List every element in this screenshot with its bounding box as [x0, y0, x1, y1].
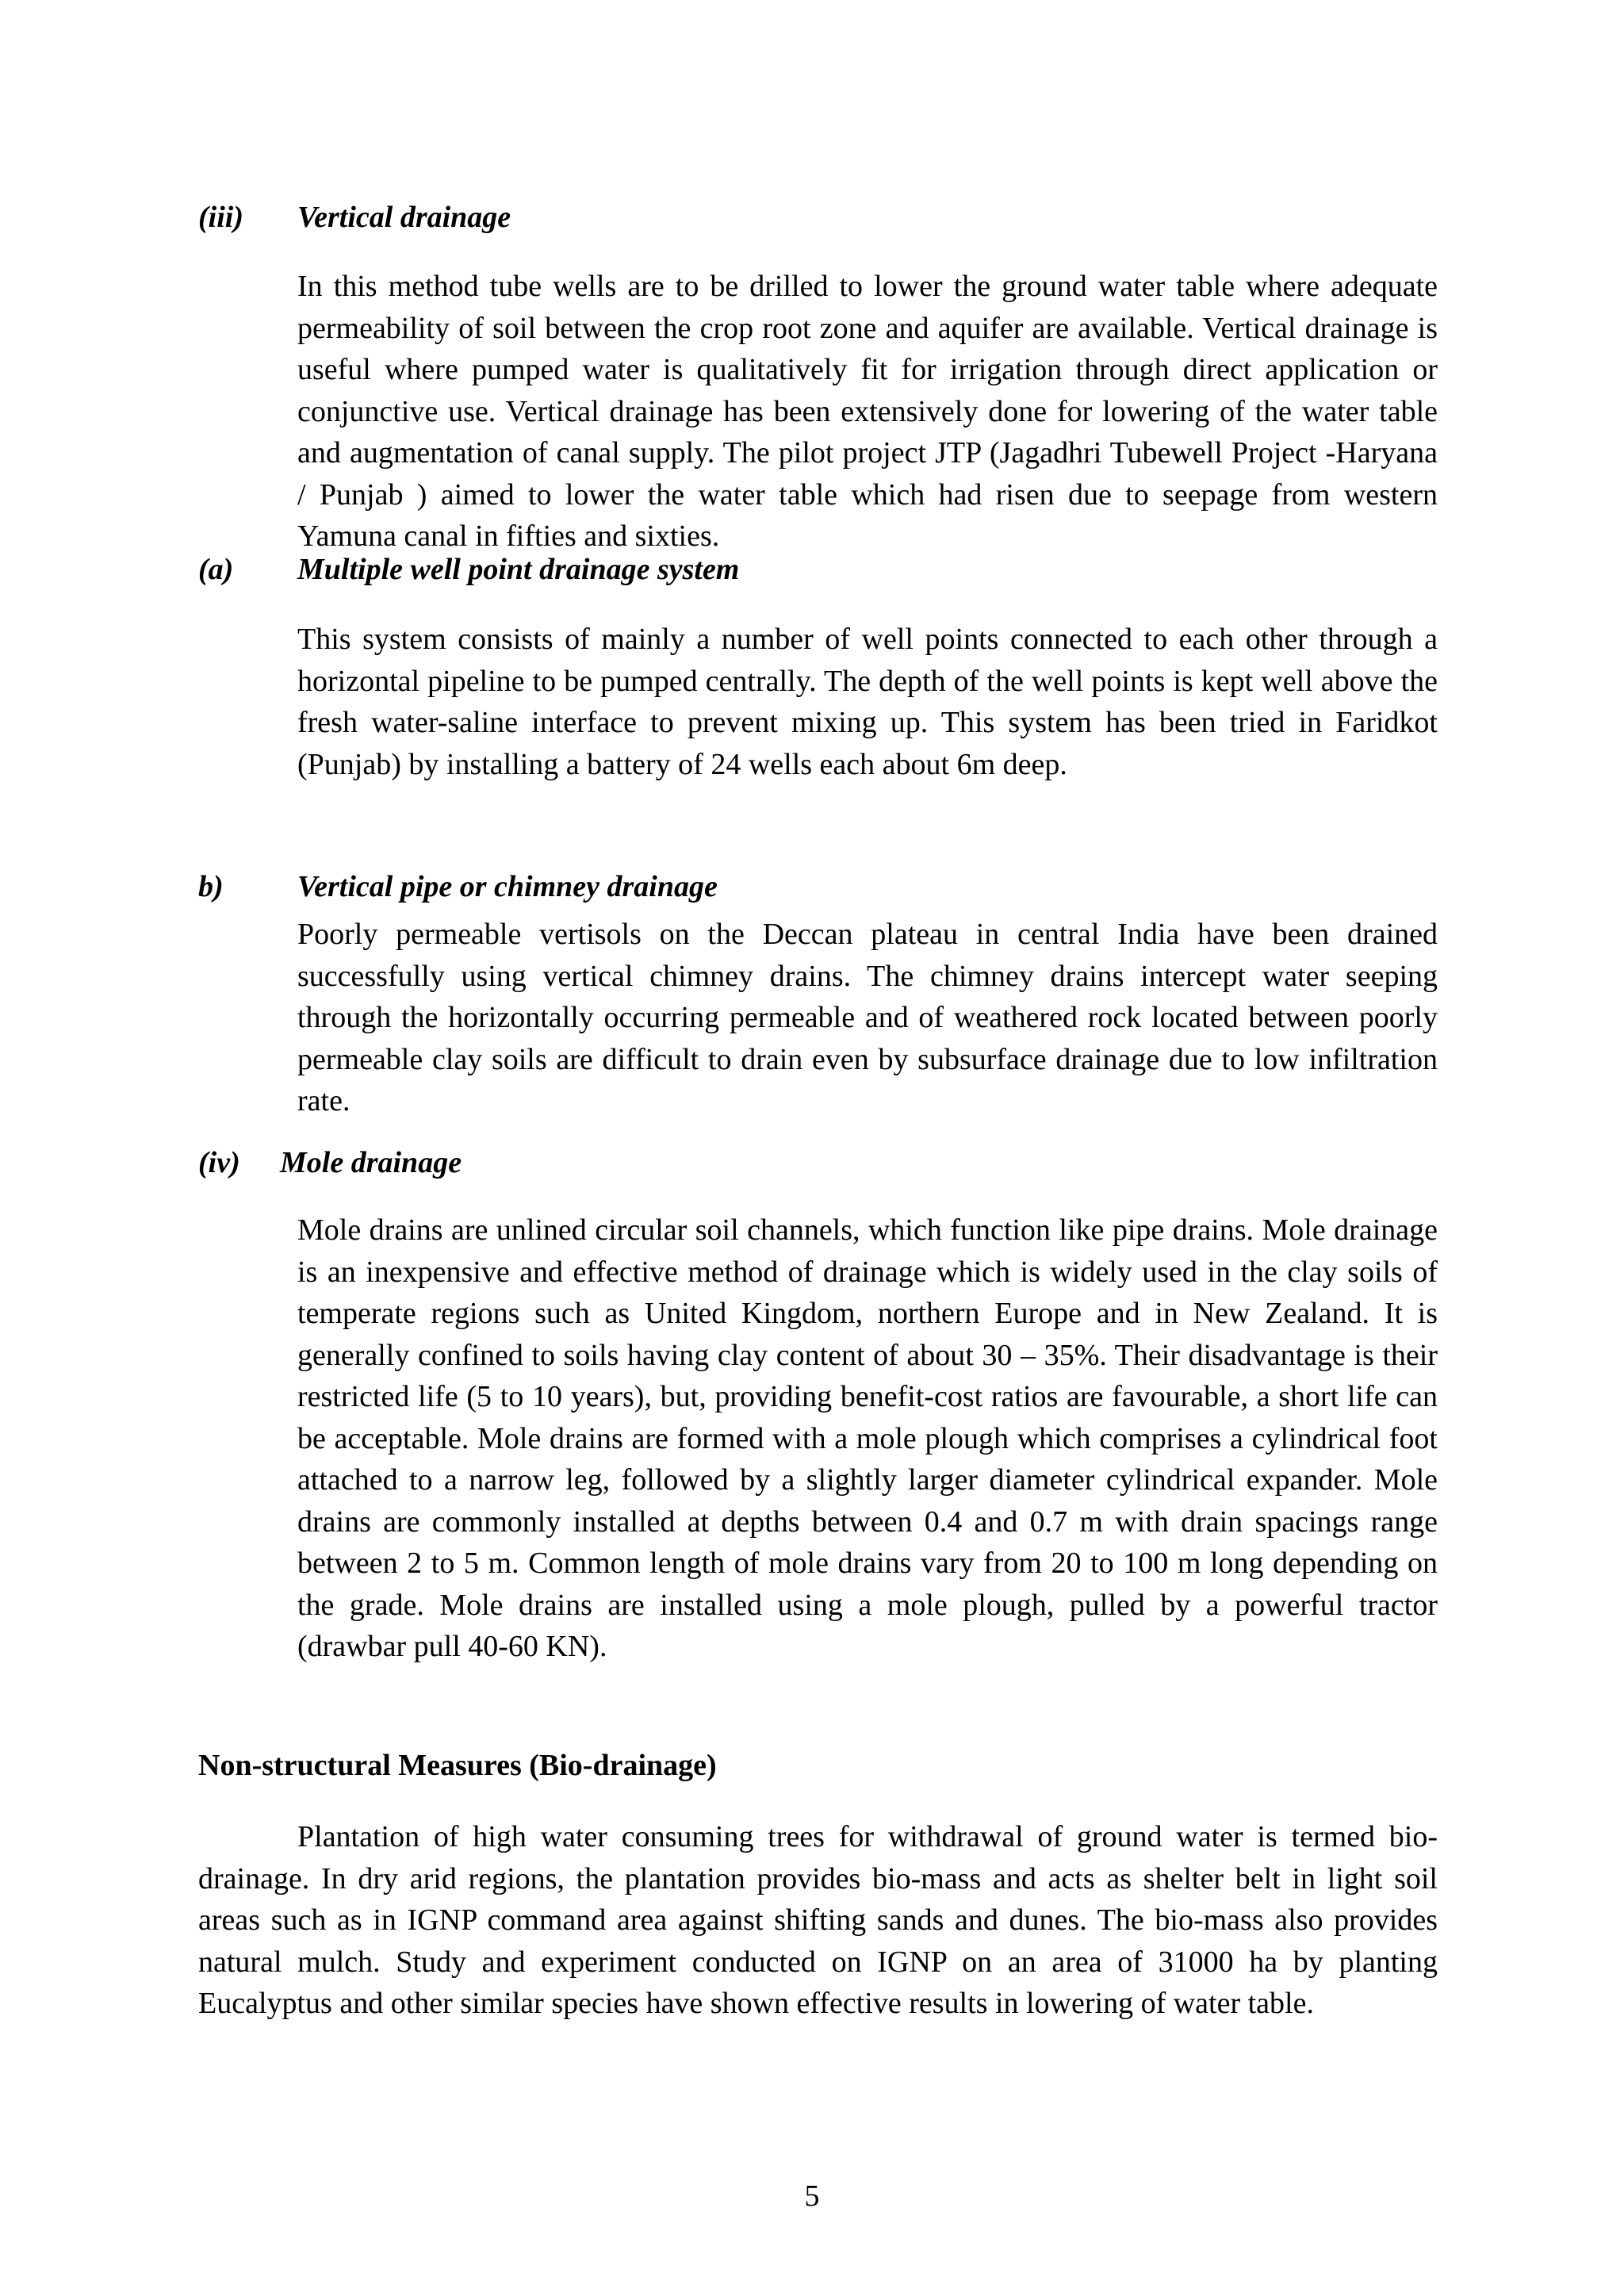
paragraph-chimney-drainage: Poorly permeable vertisols on the Deccan plateau in central India have been drained successfully using vertical chimney drains. The chimney drains intercept water seeping through the horizontally occurring permeable and of weathered rock located between poorly permeable clay soils are difficult to drain even by subsurface drainage due to low infiltration rate. — [297, 918, 1438, 1117]
page-number: 5 — [804, 2179, 820, 2213]
section-heading-bio-drainage: Non-structural Measures (Bio-drainage) — [198, 1749, 717, 1782]
section-heading-multiple-well-point — [198, 550, 912, 588]
section-title: Vertical pipe or chimney drainage — [297, 870, 718, 903]
paragraph-vertical-drainage: In this method tube wells are to be drilled to lower the ground water table where adequate permeability of soil between the crop root zone and aquifer are available. Vertical drainage is useful where pumped water is qualitatively fit for irrigation through direct application or conjunctive use. Vertical drainage has been extensively done for lowering of the water table and augmentation of canal supply. The pilot project JTP (Jagadhri Tubewell Project -Haryana / Punjab ) aimed to lower the water table which had risen due to seepage from western Yamuna canal in fifties and sixties. — [297, 270, 1438, 553]
section-heading-mole-drainage — [198, 1144, 912, 1182]
section-title: Multiple well point drainage system — [297, 553, 740, 586]
paragraph-mole-drainage: Mole drains are unlined circular soil channels, which function like pipe drains. Mole drainage is an inexpensive and effective method of drainage which is widely used in the clay soils of temperate regions such as United Kingdom, northern Europe and in New Zealand. It is generally confined to soils having clay content of about 30 – 35%. Their disadvantage is their restricted life (5 to 10 years), but, providing benefit-cost ratios are favourable, a short life can be acceptable. Mole drains are formed with a mole plough which comprises a cylindrical foot attached to a narrow leg, followed by a slightly larger diameter cylindrical expander. Mole drains are commonly installed at depths between 0.4 and 0.7 m with drain spacings range between 2 to 5 m. Common length of mole drains vary from 20 to 100 m long depending on the grade. Mole drains are installed using a mole plough, pulled by a powerful tractor (drawbar pull 40-60 KN). — [297, 1213, 1438, 1663]
section-heading-vertical-drainage — [198, 198, 912, 236]
section-label: (a) — [198, 553, 234, 586]
section-label: (iv) — [198, 1146, 240, 1179]
paragraph-bio-drainage: Plantation of high water consuming trees for withdrawal of ground water is termed bio-drainage. In dry arid regions, the plantation provides bio-mass and acts as shelter belt in light soil areas such as in IGNP command area against shifting sands and dunes. The bio-mass also provides natural mulch. Study and experiment conducted on IGNP on an area of 31000 ha by planting Eucalyptus and other similar species have shown effective results in lowering of water table. — [198, 1820, 1438, 2020]
paragraph-multiple-well-point: This system consists of mainly a number of well points connected to each other through a horizontal pipeline to be pumped centrally. The depth of the well points is kept well above the fresh water-saline interface to prevent mixing up. This system has been tried in Faridkot (Punjab) by installing a battery of 24 wells each about 6m deep. — [297, 623, 1438, 781]
section-label: b) — [198, 870, 224, 903]
section-title: Vertical drainage — [297, 201, 511, 234]
section-label: (iii) — [198, 201, 243, 234]
section-title: Mole drainage — [280, 1146, 462, 1179]
section-heading-chimney-drainage — [198, 868, 912, 906]
